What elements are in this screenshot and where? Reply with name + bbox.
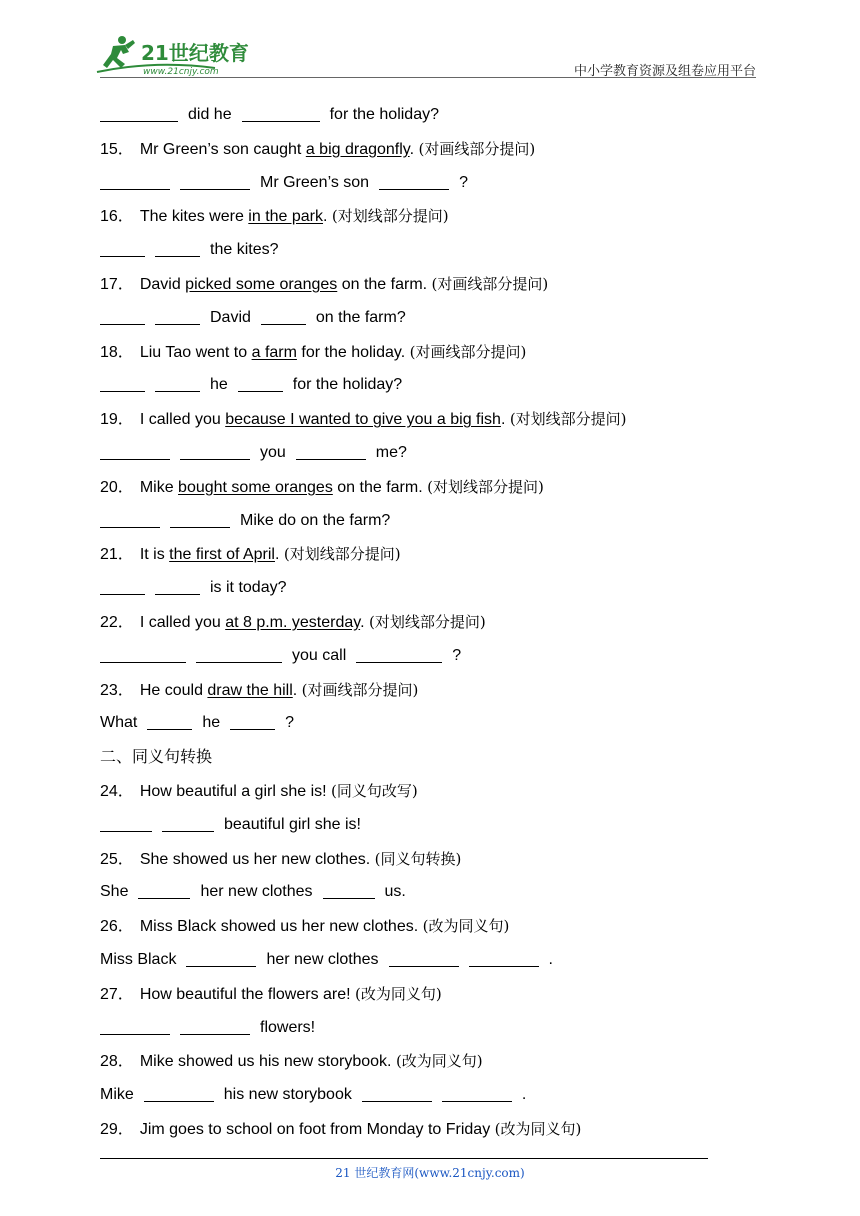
answer-blank[interactable] (296, 443, 366, 460)
answer-blank[interactable] (442, 1085, 512, 1102)
exercise-line (100, 506, 760, 540)
exercise-line (100, 303, 760, 337)
answer-blank[interactable] (100, 578, 145, 595)
answer-blank[interactable] (138, 882, 190, 899)
underlined-phrase: because I wanted to give you a big fish (225, 411, 501, 429)
underlined-phrase: in the park (248, 208, 324, 226)
question-number: 29． (100, 1120, 134, 1138)
question-text: He could (139, 681, 208, 699)
question-text: . (323, 208, 332, 226)
instruction-note: (对画线部分提问) (301, 680, 419, 699)
question-text: Liu Tao went to (139, 343, 252, 361)
footer-text: 21 世纪教育网(www.21cnjy.com) (335, 1166, 525, 1180)
exercise-line (100, 539, 760, 573)
question-text: his new storybook (223, 1086, 352, 1104)
instruction-note: (对划线部分提问) (331, 207, 449, 226)
section-heading: 二、同义句转换 (100, 747, 213, 767)
instruction-note: (对画线部分提问) (418, 139, 536, 158)
exercise-line (100, 404, 760, 438)
exercise-line (100, 134, 760, 168)
question-number: 16． (100, 208, 134, 226)
exercise-line (100, 911, 760, 945)
exercise-line (100, 1046, 760, 1080)
exercise-line (100, 810, 760, 844)
exercise-line (100, 1114, 760, 1148)
exercise-line (100, 607, 760, 641)
question-number: 20． (100, 478, 134, 496)
question-text: is it today? (210, 579, 287, 597)
question-text: She (100, 883, 129, 901)
question-text: he (210, 376, 228, 394)
answer-blank[interactable] (100, 173, 170, 190)
exercise-line (100, 675, 760, 709)
answer-blank[interactable] (155, 240, 200, 257)
underlined-phrase: at 8 p.m. yesterday (225, 613, 361, 631)
footer-divider (100, 1158, 708, 1159)
answer-blank[interactable] (162, 815, 214, 832)
instruction-note: (对画线部分提问) (431, 274, 549, 293)
answer-blank[interactable] (100, 511, 160, 528)
question-text: ? (285, 714, 295, 732)
instruction-note: (对划线部分提问) (283, 545, 401, 564)
question-text: on the farm? (315, 308, 406, 326)
question-text: I called you (139, 411, 226, 429)
question-text: flowers! (260, 1018, 316, 1036)
answer-blank[interactable] (155, 308, 200, 325)
question-text: did he (188, 106, 232, 123)
header-tagline: 中小学教育资源及组卷应用平台 (573, 64, 756, 79)
exercise-line (100, 337, 760, 371)
question-text: I called you (139, 613, 226, 631)
question-number: 25． (100, 850, 134, 868)
question-text: . (292, 681, 302, 699)
instruction-note: (对划线部分提问) (509, 410, 627, 429)
answer-blank[interactable] (362, 1085, 432, 1102)
exercise-line (100, 979, 760, 1013)
exercise-line (100, 235, 760, 269)
question-text: David (210, 308, 251, 326)
answer-blank[interactable] (469, 950, 539, 967)
question-text: . (548, 950, 553, 968)
answer-blank[interactable] (196, 646, 282, 663)
exercise-line (100, 168, 760, 202)
answer-blank[interactable] (100, 308, 145, 325)
question-text: . (360, 613, 369, 631)
question-text: you call (292, 646, 347, 664)
instruction-note: (同义句转换) (374, 849, 462, 868)
question-text: How beautiful the flowers are! (139, 985, 356, 1003)
question-number: 15． (100, 140, 134, 158)
question-text: It is (139, 546, 170, 564)
question-text: Miss Black (100, 950, 177, 968)
exercise-list (100, 100, 760, 1148)
question-number: 24． (100, 782, 134, 800)
question-text: us. (384, 883, 406, 901)
exercise-line (100, 269, 760, 303)
instruction-note: (改为同义句) (494, 1119, 582, 1138)
answer-blank[interactable] (155, 578, 200, 595)
exercise-line (100, 877, 760, 911)
exercise-line (100, 573, 760, 607)
underlined-phrase: the first of April (169, 546, 275, 564)
answer-blank[interactable] (100, 105, 178, 122)
question-text: for the holiday? (329, 106, 439, 123)
exercise-line (100, 438, 760, 472)
question-text: Mr Green’s son caught (139, 140, 306, 158)
instruction-note: (改为同义句) (422, 917, 510, 936)
exercise-line (100, 844, 760, 878)
question-text: . (274, 546, 284, 564)
question-text: Mike showed us his new storybook. (139, 1053, 396, 1071)
question-text: . (521, 1086, 527, 1104)
exercise-line (100, 370, 760, 404)
question-text: her new clothes (200, 883, 313, 901)
underlined-phrase: bought some oranges (178, 478, 333, 496)
answer-blank[interactable] (155, 375, 200, 392)
exercise-line (100, 201, 760, 235)
question-text: ? (452, 646, 462, 664)
exercise-line (100, 472, 760, 506)
question-text: . (500, 411, 510, 429)
question-number: 27． (100, 985, 134, 1003)
question-text: me? (375, 443, 407, 461)
question-text: Mike (139, 478, 179, 496)
underlined-phrase: picked some oranges (185, 275, 338, 293)
answer-blank[interactable] (242, 105, 320, 122)
answer-blank[interactable] (230, 713, 275, 730)
answer-blank[interactable] (186, 950, 256, 967)
answer-blank[interactable] (144, 1085, 214, 1102)
logo-url: www.21cnjy.com (143, 67, 219, 77)
answer-blank[interactable] (238, 375, 283, 392)
answer-blank[interactable] (100, 240, 145, 257)
answer-blank[interactable] (356, 646, 442, 663)
exercise-line (100, 1013, 760, 1047)
exercise-line (100, 945, 760, 979)
question-number: 17． (100, 275, 134, 293)
answer-blank[interactable] (180, 443, 250, 460)
instruction-note: (改为同义句) (395, 1052, 483, 1071)
question-text: on the farm. (332, 478, 428, 496)
page-header (0, 0, 860, 80)
question-text: Jim goes to school on foot from Monday to Friday (139, 1120, 495, 1138)
instruction-note: (同义句改写) (331, 781, 418, 800)
answer-blank[interactable] (180, 173, 250, 190)
underlined-phrase: draw the hill (207, 681, 293, 699)
question-text: Miss Black showed us her new clothes. (139, 918, 423, 936)
instruction-note: (对划线部分提问) (427, 477, 544, 496)
answer-blank[interactable] (100, 815, 152, 832)
exercise-line (100, 742, 760, 776)
question-number: 18． (100, 343, 134, 361)
question-text: Mike (100, 1086, 134, 1104)
answer-blank[interactable] (323, 882, 375, 899)
runner-icon (103, 36, 135, 68)
answer-blank[interactable] (100, 646, 186, 663)
answer-blank[interactable] (147, 713, 192, 730)
question-text: How beautiful a girl she is! (139, 782, 332, 800)
question-text: on the farm. (337, 275, 432, 293)
question-text: David (139, 275, 186, 293)
instruction-note: (对画线部分提问) (409, 342, 527, 361)
logo-text: 21世纪教育 (141, 41, 249, 65)
answer-blank[interactable] (261, 308, 306, 325)
site-logo (95, 34, 265, 78)
exercise-line (100, 641, 760, 675)
question-number: 26． (100, 918, 134, 936)
question-number: 22． (100, 613, 134, 631)
question-text: her new clothes (266, 950, 379, 968)
question-text: What (100, 714, 138, 732)
answer-blank[interactable] (100, 1018, 170, 1035)
header-divider (100, 77, 756, 78)
answer-blank[interactable] (379, 173, 449, 190)
question-text: ? (459, 173, 468, 191)
exercise-line (100, 708, 760, 742)
question-text: . (409, 140, 419, 158)
question-text: the kites? (210, 241, 279, 259)
exercise-line (100, 100, 760, 134)
answer-blank[interactable] (100, 443, 170, 460)
answer-blank[interactable] (100, 375, 145, 392)
question-text: Mr Green’s son (260, 173, 370, 191)
question-text: you (260, 443, 286, 461)
question-text: for the holiday. (296, 343, 410, 361)
underlined-phrase: a big dragonfly (305, 140, 410, 158)
question-text: She showed us her new clothes. (139, 850, 375, 868)
question-number: 23． (100, 681, 134, 699)
answer-blank[interactable] (170, 511, 230, 528)
exercise-line (100, 776, 760, 810)
question-number: 21． (100, 546, 134, 564)
question-text: he (202, 714, 221, 732)
question-text: beautiful girl she is! (224, 815, 361, 833)
question-number: 19． (100, 411, 134, 429)
question-number: 28． (100, 1053, 134, 1071)
question-text: for the holiday? (292, 376, 403, 394)
underlined-phrase: a farm (251, 343, 297, 361)
instruction-note: (改为同义句) (355, 984, 442, 1003)
instruction-note: (对划线部分提问) (368, 612, 486, 631)
exercise-line (100, 1080, 760, 1114)
answer-blank[interactable] (180, 1018, 250, 1035)
question-text: Mike do on the farm? (240, 511, 391, 529)
question-text: The kites were (139, 208, 249, 226)
answer-blank[interactable] (389, 950, 459, 967)
